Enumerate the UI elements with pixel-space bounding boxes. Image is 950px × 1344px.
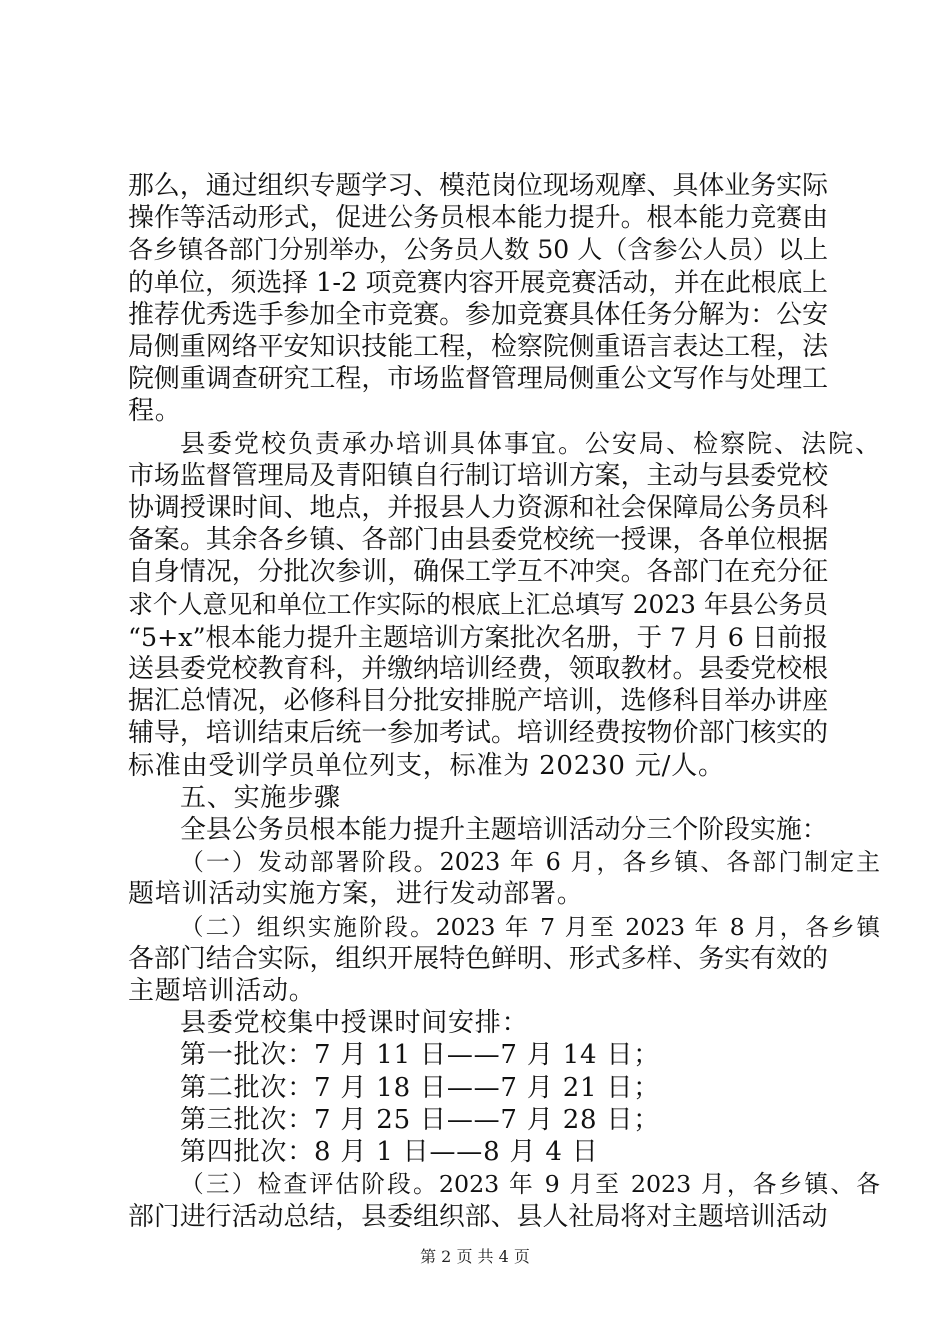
- text-line: 求个人意见和单位工作实际的根底上汇总填写 2023 年县公务员: [128, 589, 828, 619]
- text-line: 推荐优秀选手参加全市竞赛。参加竞赛具体任务分解为：公安: [128, 299, 828, 330]
- paragraph-p8: [128, 1039, 828, 1071]
- text-line: 送县委党校教育科，并缴纳培训经费，领取教材。县委党校根: [128, 654, 828, 685]
- text-line: 自身情况，分批次参训，确保工学互不冲突。各部门在充分征: [128, 557, 828, 588]
- text-line: （三）检查评估阶段。2023 年 9 月至 2023 月，各乡镇、各: [180, 1170, 880, 1199]
- text-line: 第四批次：8 月 1 日——8 月 4 日: [180, 1137, 599, 1168]
- text-line: 标准由受训学员单位列支，标准为 20230 元/人。: [128, 750, 725, 781]
- text-line: 县委党校集中授课时间安排：: [180, 1008, 529, 1039]
- text-line: 院侧重调查研究工程，市场监督管理局侧重公文写作与处理工: [128, 364, 828, 395]
- paragraph-p4: [128, 814, 828, 846]
- paragraph-p11: [128, 1136, 828, 1168]
- text-line: 各乡镇各部门分别举办，公务员人数 50 人（含参公人员）以上: [128, 235, 828, 265]
- text-line: “5+x”根本能力提升主题培训方案批次名册，于 7 月 6 日前报: [128, 621, 828, 652]
- text-line: 第三批次：7 月 25 日——7 月 28 日；: [180, 1104, 661, 1135]
- paragraph-p6: [128, 911, 880, 1008]
- paragraph-p9: [128, 1072, 828, 1104]
- text-line: （一）发动部署阶段。2023 年 6 月，各乡镇、各部门制定主: [180, 848, 880, 877]
- text-line: 市场监督管理局及青阳镇自行制订培训方案，主动与县委党校: [128, 460, 828, 491]
- page-footer: 第 2 页 共 4 页: [420, 1247, 530, 1266]
- text-line: 程。: [128, 396, 182, 427]
- text-line: 局侧重网络平安知识技能工程，检察院侧重语言表达工程，法: [128, 332, 828, 363]
- paragraph-p10: [128, 1104, 828, 1136]
- paragraph-p1: [128, 170, 828, 428]
- text-line: 据汇总情况，必修科目分批安排脱产培训，选修科目举办讲座: [128, 686, 828, 717]
- text-line: 的单位，须选择 1-2 项竞赛内容开展竞赛活动，并在此根底上: [128, 267, 828, 298]
- text-line: 县委党校负责承办培训具体事宜。公安局、检察院、法院、: [180, 428, 880, 458]
- paragraph-p7: [128, 1007, 828, 1039]
- text-line: 部门进行活动总结，县委组织部、县人社局将对主题培训活动: [128, 1201, 828, 1232]
- text-line: 各部门结合实际，组织开展特色鲜明、形式多样、务实有效的: [128, 943, 828, 974]
- text-line: 题培训活动实施方案，进行发动部署。: [128, 879, 584, 910]
- text-line: 辅导，培训结束后统一参加考试。培训经费按物价部门核实的: [128, 718, 828, 749]
- text-line: 全县公务员根本能力提升主题培训活动分三个阶段实施：: [180, 815, 828, 846]
- text-line: （二）组织实施阶段。2023 年 7 月至 2023 年 8 月，各乡镇: [180, 912, 880, 941]
- text-line: 主题培训活动。: [128, 976, 316, 1007]
- text-line: 第二批次：7 月 18 日——7 月 21 日；: [180, 1072, 661, 1103]
- text-line: 五、实施步骤: [180, 782, 341, 813]
- paragraph-p5: [128, 846, 880, 910]
- text-line: 协调授课时间、地点，并报县人力资源和社会保障局公务员科: [128, 493, 828, 524]
- paragraph-p12: [128, 1168, 880, 1232]
- document-body: [128, 170, 880, 1233]
- text-line: 那么，通过组织专题学习、模范岗位现场观摩、具体业务实际: [128, 171, 828, 201]
- text-line: 第一批次：7 月 11 日——7 月 14 日；: [180, 1040, 661, 1071]
- paragraph-p3: [128, 782, 828, 814]
- text-line: 操作等活动形式，促进公务员根本能力提升。根本能力竞赛由: [128, 203, 828, 234]
- text-line: 备案。其余各乡镇、各部门由县委党校统一授课，各单位根据: [128, 525, 828, 556]
- paragraph-p2: [128, 428, 880, 782]
